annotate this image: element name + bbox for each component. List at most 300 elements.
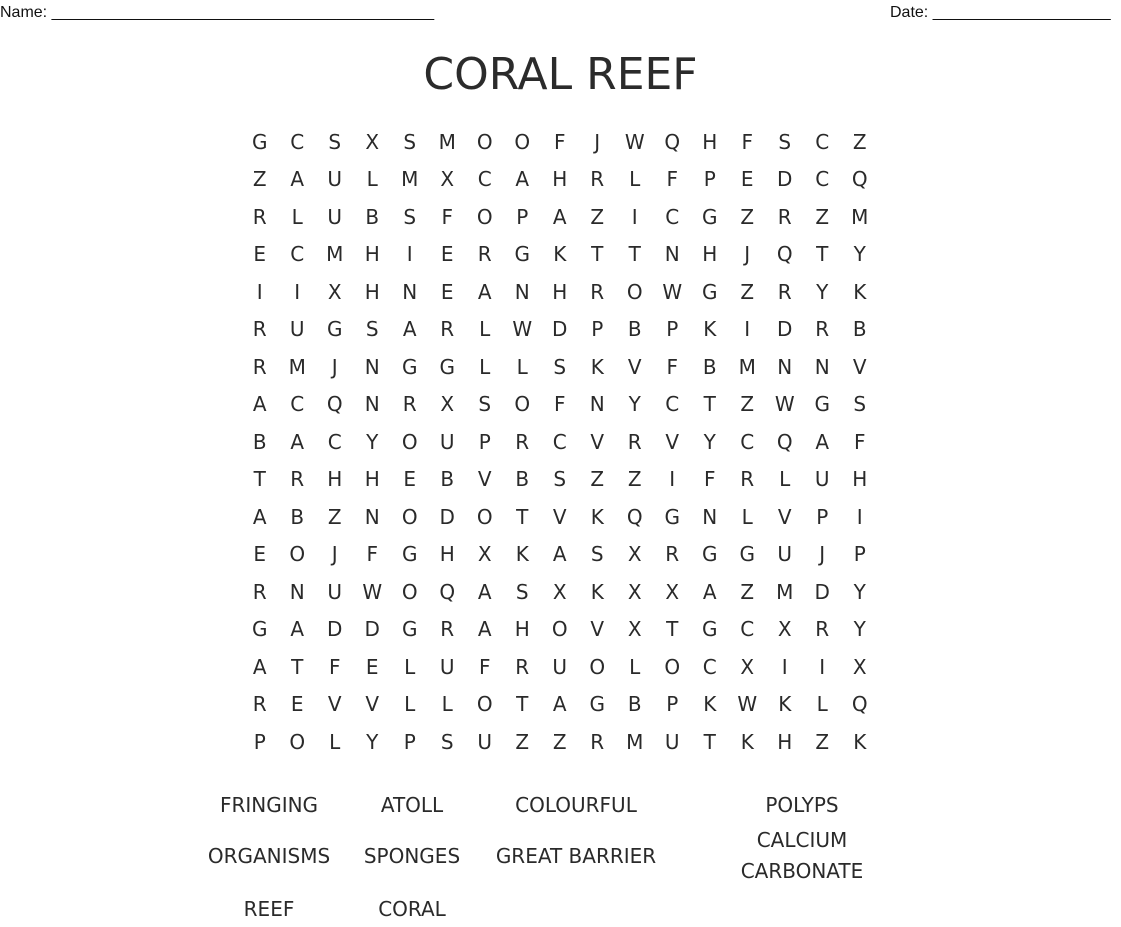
grid-cell: S <box>328 129 342 154</box>
grid-cell: U <box>439 654 455 679</box>
grid-row <box>241 611 879 649</box>
grid-cell: O <box>289 729 306 754</box>
grid-cell: C <box>740 429 755 454</box>
grid-cell: S <box>515 579 529 604</box>
grid-cell: X <box>777 617 792 642</box>
grid-cell: R <box>252 579 267 604</box>
grid-row <box>241 311 879 349</box>
grid-cell: P <box>703 167 716 192</box>
grid-cell: U <box>477 729 493 754</box>
word-coral: CORAL <box>378 897 446 921</box>
grid-cell: D <box>777 167 793 192</box>
grid-cell: E <box>290 692 304 717</box>
grid-cell: V <box>777 504 792 529</box>
grid-cell: Y <box>366 429 379 454</box>
grid-cell: S <box>590 542 604 567</box>
grid-cell: N <box>664 242 680 267</box>
grid-cell: Z <box>740 204 755 229</box>
grid-cell: W <box>737 692 758 717</box>
grid-cell: A <box>252 504 267 529</box>
grid-cell: R <box>815 617 830 642</box>
grid-cell: Z <box>852 129 867 154</box>
word-great-barrier: GREAT BARRIER <box>495 844 657 868</box>
grid-cell: T <box>703 392 716 417</box>
grid-cell: T <box>253 467 266 492</box>
grid-cell: Q <box>664 129 681 154</box>
grid-cell: O <box>514 129 531 154</box>
grid-row <box>241 273 879 311</box>
grid-cell: V <box>665 429 680 454</box>
grid-cell: Q <box>851 692 868 717</box>
grid-cell: E <box>440 242 454 267</box>
grid-cell: X <box>552 579 567 604</box>
word-fringing: FRINGING <box>219 793 319 817</box>
grid-cell: P <box>853 542 866 567</box>
grid-cell: F <box>666 354 678 379</box>
grid-cell: L <box>329 729 341 754</box>
grid-cell: K <box>590 504 604 529</box>
grid-cell: Z <box>740 392 755 417</box>
grid-cell: V <box>365 692 380 717</box>
grid-cell: M <box>438 129 456 154</box>
letter-grid <box>241 123 879 761</box>
grid-cell: U <box>289 317 305 342</box>
grid-cell: G <box>664 504 680 529</box>
word-polyps: POLYPS <box>765 793 839 817</box>
grid-cell: R <box>590 167 605 192</box>
grid-row <box>241 723 879 761</box>
grid-cell: S <box>478 392 492 417</box>
grid-cell: K <box>703 692 717 717</box>
grid-cell: M <box>776 579 794 604</box>
grid-cell: U <box>327 167 343 192</box>
grid-cell: B <box>852 317 867 342</box>
grid-cell: B <box>627 692 642 717</box>
grid-cell: O <box>476 692 493 717</box>
grid-cell: H <box>327 467 343 492</box>
grid-cell: U <box>814 467 830 492</box>
grid-cell: F <box>328 654 341 679</box>
grid-cell: C <box>290 392 305 417</box>
grid-cell: I <box>406 242 413 267</box>
grid-cell: D <box>364 617 380 642</box>
grid-cell: G <box>402 354 418 379</box>
grid-cell: R <box>252 204 267 229</box>
grid-cell: D <box>777 317 793 342</box>
grid-cell: G <box>702 279 718 304</box>
grid-cell: Z <box>740 279 755 304</box>
grid-cell: A <box>552 542 567 567</box>
grid-cell: H <box>364 279 380 304</box>
grid-cell: I <box>856 504 863 529</box>
grid-cell: O <box>664 654 681 679</box>
grid-cell: K <box>515 542 529 567</box>
grid-cell: S <box>553 467 567 492</box>
grid-cell: A <box>702 579 717 604</box>
grid-row <box>241 161 879 199</box>
grid-cell: Q <box>439 579 456 604</box>
grid-cell: K <box>590 354 604 379</box>
grid-cell: L <box>404 692 416 717</box>
grid-cell: B <box>252 429 267 454</box>
grid-cell: H <box>702 129 718 154</box>
grid-cell: V <box>627 354 642 379</box>
grid-cell: W <box>662 279 683 304</box>
grid-cell: Y <box>853 617 866 642</box>
grid-cell: U <box>664 729 680 754</box>
grid-cell: G <box>252 617 268 642</box>
grid-cell: C <box>290 129 305 154</box>
grid-cell: M <box>851 204 869 229</box>
grid-cell: N <box>364 504 380 529</box>
grid-cell: L <box>291 204 303 229</box>
grid-cell: Z <box>740 579 755 604</box>
grid-cell: R <box>815 317 830 342</box>
grid-cell: U <box>327 579 343 604</box>
grid-cell: T <box>666 617 679 642</box>
grid-cell: J <box>744 242 751 267</box>
grid-cell: R <box>590 279 605 304</box>
grid-cell: L <box>516 354 528 379</box>
grid-cell: P <box>666 317 679 342</box>
grid-cell: R <box>440 317 455 342</box>
grid-cell: X <box>440 167 455 192</box>
grid-cell: X <box>365 129 380 154</box>
grid-cell: G <box>252 129 268 154</box>
grid-cell: F <box>703 467 716 492</box>
grid-cell: F <box>366 542 378 567</box>
grid-cell: R <box>477 242 492 267</box>
grid-cell: A <box>290 617 305 642</box>
grid-cell: R <box>777 204 792 229</box>
grid-cell: T <box>291 654 304 679</box>
grid-cell: N <box>364 392 380 417</box>
grid-cell: V <box>590 617 605 642</box>
grid-cell: J <box>819 542 826 567</box>
grid-cell: C <box>702 654 717 679</box>
grid-cell: L <box>479 317 491 342</box>
grid-cell: U <box>777 542 793 567</box>
grid-cell: C <box>327 429 342 454</box>
word-sponges: SPONGES <box>363 844 461 868</box>
grid-cell: G <box>739 542 755 567</box>
grid-cell: Y <box>703 429 716 454</box>
grid-cell: L <box>816 692 828 717</box>
grid-cell: O <box>401 429 418 454</box>
grid-cell: M <box>738 354 756 379</box>
grid-cell: S <box>853 392 867 417</box>
grid-row <box>241 348 879 386</box>
grid-cell: V <box>590 429 605 454</box>
grid-cell: P <box>666 692 679 717</box>
grid-cell: E <box>403 467 417 492</box>
grid-cell: F <box>741 129 753 154</box>
grid-cell: Z <box>815 729 830 754</box>
grid-cell: Y <box>853 579 866 604</box>
grid-cell: X <box>627 542 642 567</box>
grid-cell: S <box>440 729 454 754</box>
grid-cell: V <box>477 467 492 492</box>
grid-cell: H <box>702 242 718 267</box>
grid-cell: Q <box>776 429 793 454</box>
grid-row <box>241 573 879 611</box>
grid-cell: R <box>252 692 267 717</box>
grid-cell: A <box>402 317 417 342</box>
grid-cell: O <box>401 504 418 529</box>
grid-cell: A <box>252 392 267 417</box>
grid-cell: B <box>365 204 380 229</box>
grid-cell: I <box>294 279 301 304</box>
grid-cell: H <box>552 167 568 192</box>
grid-cell: Z <box>327 504 342 529</box>
grid-cell: W <box>362 579 383 604</box>
grid-cell: X <box>440 392 455 417</box>
grid-cell: C <box>665 204 680 229</box>
grid-cell: L <box>441 692 453 717</box>
grid-cell: N <box>289 579 305 604</box>
grid-cell: O <box>476 504 493 529</box>
grid-cell: G <box>702 204 718 229</box>
grid-cell: V <box>327 692 342 717</box>
grid-cell: C <box>477 167 492 192</box>
grid-cell: A <box>252 654 267 679</box>
grid-cell: Z <box>552 729 567 754</box>
grid-cell: X <box>852 654 867 679</box>
grid-cell: F <box>478 654 491 679</box>
grid-cell: B <box>515 467 530 492</box>
grid-cell: H <box>852 467 868 492</box>
grid-cell: U <box>439 429 455 454</box>
grid-cell: B <box>290 504 305 529</box>
grid-cell: T <box>516 692 529 717</box>
grid-cell: K <box>590 579 604 604</box>
grid-cell: Z <box>590 467 605 492</box>
grid-cell: L <box>629 654 641 679</box>
grid-cell: R <box>590 729 605 754</box>
grid-cell: S <box>403 204 417 229</box>
grid-cell: N <box>777 354 793 379</box>
grid-cell: J <box>331 354 338 379</box>
grid-cell: Q <box>851 167 868 192</box>
grid-cell: H <box>514 617 530 642</box>
grid-cell: T <box>591 242 604 267</box>
grid-cell: I <box>819 654 826 679</box>
date-field[interactable]: Date: ____________________ <box>890 4 1111 21</box>
grid-cell: G <box>402 617 418 642</box>
grid-cell: V <box>552 504 567 529</box>
grid-cell: G <box>439 354 455 379</box>
grid-cell: Y <box>853 242 866 267</box>
grid-cell: L <box>779 467 791 492</box>
grid-cell: G <box>402 542 418 567</box>
grid-cell: O <box>551 617 568 642</box>
grid-cell: A <box>290 167 305 192</box>
grid-cell: Z <box>252 167 267 192</box>
grid-cell: L <box>479 354 491 379</box>
grid-cell: X <box>627 579 642 604</box>
grid-cell: Z <box>590 204 605 229</box>
word-organisms: ORGANISMS <box>207 844 331 868</box>
grid-cell: U <box>327 204 343 229</box>
grid-cell: P <box>816 504 829 529</box>
grid-cell: Q <box>776 242 793 267</box>
grid-cell: L <box>629 167 641 192</box>
grid-cell: N <box>589 392 605 417</box>
grid-cell: D <box>552 317 568 342</box>
grid-cell: W <box>774 392 795 417</box>
grid-row <box>241 423 879 461</box>
grid-cell: H <box>439 542 455 567</box>
grid-cell: Z <box>627 467 642 492</box>
grid-cell: O <box>476 129 493 154</box>
grid-cell: A <box>515 167 530 192</box>
grid-cell: G <box>514 242 530 267</box>
grid-cell: J <box>594 129 601 154</box>
grid-cell: R <box>252 354 267 379</box>
grid-row <box>241 198 879 236</box>
grid-cell: Y <box>366 729 379 754</box>
grid-cell: K <box>553 242 567 267</box>
grid-cell: C <box>740 617 755 642</box>
grid-cell: X <box>327 279 342 304</box>
grid-cell: I <box>256 279 263 304</box>
word-carbonate: CARBONATE <box>740 859 864 883</box>
grid-cell: F <box>553 129 566 154</box>
grid-cell: T <box>628 242 641 267</box>
grid-cell: Q <box>626 504 643 529</box>
grid-cell: J <box>331 542 338 567</box>
grid-cell: I <box>781 654 788 679</box>
grid-cell: G <box>702 542 718 567</box>
grid-cell: V <box>852 354 867 379</box>
grid-cell: M <box>326 242 344 267</box>
grid-cell: G <box>589 692 605 717</box>
grid-cell: P <box>516 204 529 229</box>
grid-cell: N <box>402 279 418 304</box>
grid-cell: C <box>552 429 567 454</box>
grid-cell: P <box>591 317 604 342</box>
grid-cell: N <box>702 504 718 529</box>
grid-cell: D <box>439 504 455 529</box>
grid-cell: S <box>365 317 379 342</box>
grid-cell: B <box>627 317 642 342</box>
grid-cell: Y <box>816 279 829 304</box>
grid-row <box>241 536 879 574</box>
grid-cell: S <box>403 129 417 154</box>
grid-cell: P <box>253 729 266 754</box>
grid-cell: R <box>515 654 530 679</box>
grid-cell: P <box>478 429 491 454</box>
grid-cell: L <box>366 167 378 192</box>
grid-cell: E <box>440 279 454 304</box>
grid-cell: K <box>778 692 792 717</box>
grid-cell: C <box>815 167 830 192</box>
grid-cell: N <box>814 354 830 379</box>
grid-cell: E <box>365 654 379 679</box>
grid-cell: E <box>253 242 267 267</box>
grid-cell: F <box>666 167 678 192</box>
grid-cell: U <box>552 654 568 679</box>
grid-cell: K <box>703 317 717 342</box>
grid-cell: N <box>514 279 530 304</box>
grid-cell: K <box>853 279 867 304</box>
grid-cell: K <box>853 729 867 754</box>
grid-cell: K <box>740 729 754 754</box>
grid-cell: M <box>288 354 306 379</box>
grid-cell: O <box>514 392 531 417</box>
grid-cell: R <box>627 429 642 454</box>
grid-cell: R <box>402 392 417 417</box>
grid-cell: R <box>440 617 455 642</box>
grid-cell: Y <box>628 392 641 417</box>
grid-cell: E <box>740 167 754 192</box>
grid-row <box>241 686 879 724</box>
grid-cell: R <box>740 467 755 492</box>
grid-cell: X <box>627 617 642 642</box>
grid-cell: C <box>815 129 830 154</box>
grid-cell: B <box>440 467 455 492</box>
grid-cell: O <box>589 654 606 679</box>
grid-cell: A <box>477 579 492 604</box>
page-title: CORAL REEF <box>423 49 698 100</box>
grid-cell: C <box>665 392 680 417</box>
grid-cell: G <box>702 617 718 642</box>
grid-cell: H <box>777 729 793 754</box>
grid-cell: A <box>552 204 567 229</box>
grid-cell: Q <box>326 392 343 417</box>
word-reef: REEF <box>243 897 295 921</box>
grid-row <box>241 123 879 161</box>
grid-cell: T <box>516 504 529 529</box>
grid-cell: F <box>441 204 453 229</box>
grid-cell: L <box>741 504 753 529</box>
grid-row <box>241 648 879 686</box>
grid-cell: F <box>853 429 866 454</box>
grid-cell: W <box>624 129 645 154</box>
grid-cell: P <box>403 729 416 754</box>
grid-cell: A <box>290 429 305 454</box>
word-atoll: ATOLL <box>380 793 444 817</box>
grid-cell: T <box>703 729 716 754</box>
grid-cell: F <box>553 392 566 417</box>
grid-cell: R <box>777 279 792 304</box>
grid-cell: I <box>631 204 638 229</box>
name-field[interactable]: Name: ___________________________________________ <box>0 4 435 21</box>
grid-cell: T <box>816 242 829 267</box>
grid-cell: G <box>814 392 830 417</box>
grid-cell: O <box>626 279 643 304</box>
grid-cell: I <box>669 467 676 492</box>
grid-cell: R <box>252 317 267 342</box>
word-colourful: COLOURFUL <box>515 793 637 817</box>
grid-cell: M <box>401 167 419 192</box>
grid-cell: G <box>327 317 343 342</box>
grid-cell: O <box>401 579 418 604</box>
grid-cell: A <box>552 692 567 717</box>
grid-cell: C <box>290 242 305 267</box>
grid-row <box>241 461 879 499</box>
grid-cell: X <box>477 542 492 567</box>
grid-cell: R <box>665 542 680 567</box>
grid-cell: O <box>476 204 493 229</box>
grid-cell: H <box>364 467 380 492</box>
grid-cell: X <box>740 654 755 679</box>
grid-cell: A <box>477 617 492 642</box>
grid-cell: O <box>289 542 306 567</box>
grid-cell: H <box>552 279 568 304</box>
grid-cell: W <box>512 317 533 342</box>
grid-cell: N <box>364 354 380 379</box>
